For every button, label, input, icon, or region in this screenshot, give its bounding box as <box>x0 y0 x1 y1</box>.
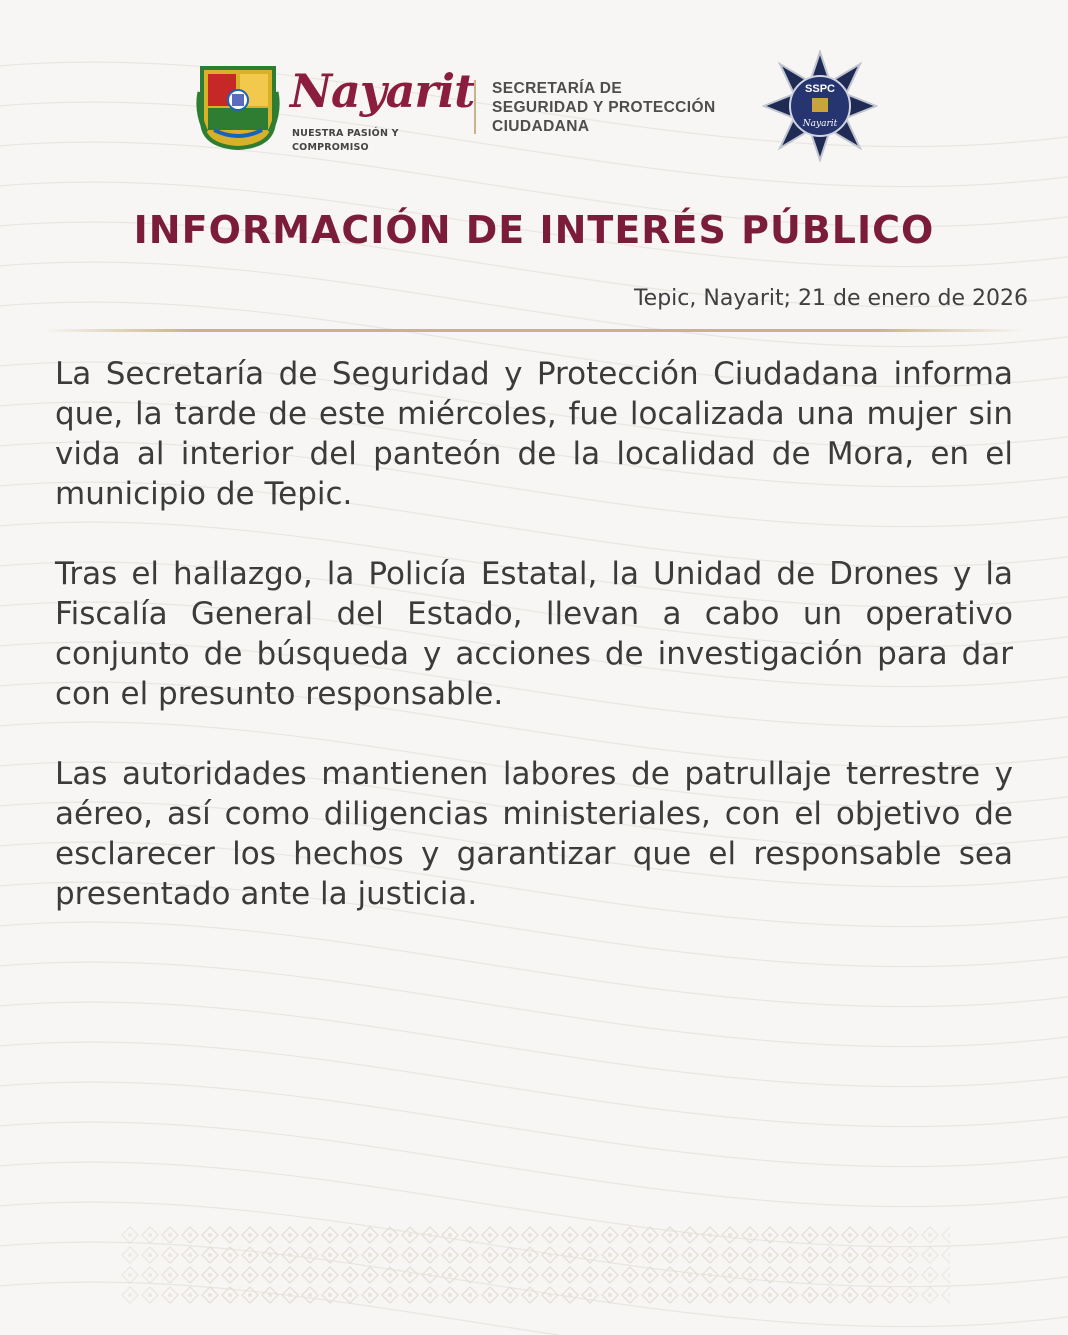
department-name <box>492 79 752 139</box>
horizontal-rule <box>44 329 1024 332</box>
state-tagline: NUESTRA PASIÓN Y COMPROMISO <box>292 128 399 153</box>
nayarit-coat-of-arms-icon <box>196 62 280 150</box>
department-line: SECRETARÍA DE <box>492 80 623 97</box>
statement-body <box>55 354 1013 954</box>
badge-script: Nayarit <box>802 119 838 129</box>
page-title: INFORMACIÓN DE INTERÉS PÚBLICO <box>133 208 935 252</box>
statement-paragraph: Tras el hallazgo, la Policía Estatal, la Unidad de Drones y la Fiscalía General del Estado, llevan a cabo un operativo conjunto de búsqueda y acciones de investigación para dar con el presunto responsable. <box>55 556 1013 712</box>
statement-paragraph: Las autoridades mantienen labores de patrullaje terrestre y aéreo, así como diligencias ministeriales, con el objetivo de esclarecer los hechos y garantizar que el responsable sea presentado ante la justicia. <box>55 756 1013 912</box>
statement-paragraph: La Secretaría de Seguridad y Protección Ciudadana informa que, la tarde de este miércoles, fue localizada una mujer sin vida al interior del panteón de la localidad de Mora, en el municipio de Tepic. <box>55 356 1013 512</box>
dateline: Tepic, Nayarit; 21 de enero de 2026 <box>633 286 1028 311</box>
department-line: CIUDADANA <box>492 118 590 135</box>
badge-label: SSPC <box>805 83 835 95</box>
state-brand-wordmark: Nayarit <box>290 64 475 118</box>
department-line: SEGURIDAD Y PROTECCIÓN <box>492 99 716 116</box>
header <box>0 0 1068 180</box>
header-divider <box>474 80 476 134</box>
sspc-star-badge-icon <box>762 50 878 162</box>
footer-ornament-band <box>0 1225 1068 1305</box>
